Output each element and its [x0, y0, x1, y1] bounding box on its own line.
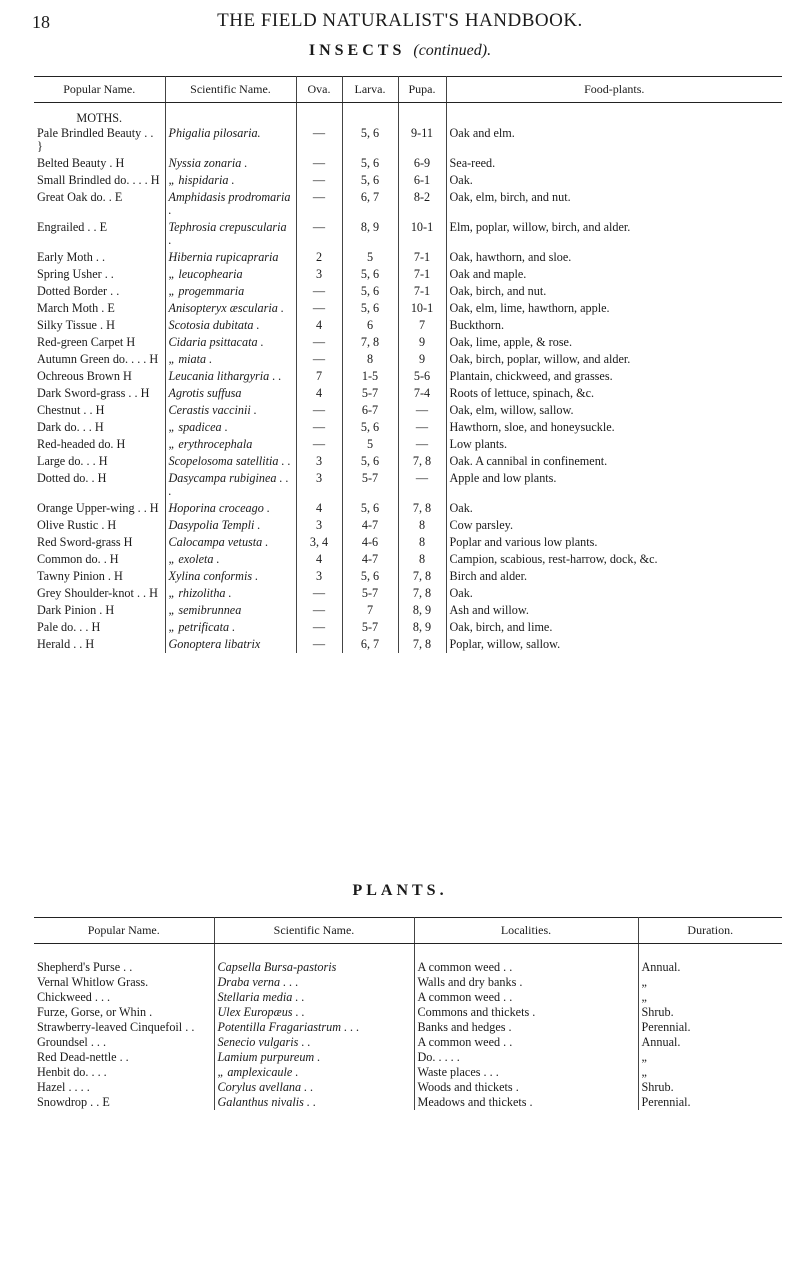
- popular-name: Small Brindled do. . . . H: [34, 172, 165, 189]
- popular-name: Dotted Border . .: [34, 283, 165, 300]
- food-plants: Oak and maple.: [449, 267, 527, 281]
- table-row: [34, 334, 782, 351]
- larva-months: 5, 6: [342, 568, 398, 585]
- popular-name: Strawberry-leaved Cinquefoil . .: [34, 1020, 214, 1035]
- table-row: [34, 351, 782, 368]
- table-row: [34, 300, 782, 317]
- table-row: [34, 368, 782, 385]
- table-row: [34, 960, 782, 975]
- scientific-name: „ amplexicaule .: [214, 1065, 414, 1080]
- table-row: [34, 1080, 782, 1095]
- popular-name: Dark Sword-grass . . H: [34, 385, 165, 402]
- ova-months: —: [296, 351, 342, 368]
- food-plants: Elm, poplar, willow, birch, and alder.: [449, 220, 631, 234]
- larva-months: 6, 7: [342, 636, 398, 653]
- scientific-name: Dasycampa rubiginea . . .: [165, 470, 296, 500]
- table-row: [34, 283, 782, 300]
- scientific-name: Hibernia rupicapraria: [165, 249, 296, 266]
- pupa-months: 8, 9: [398, 602, 446, 619]
- scientific-name: „ hispidaria .: [165, 172, 296, 189]
- ova-months: —: [296, 436, 342, 453]
- popular-name: Engrailed . . E: [34, 219, 165, 249]
- popular-name: Henbit do. . . .: [34, 1065, 214, 1080]
- table-row: [34, 402, 782, 419]
- ova-months: 2: [296, 249, 342, 266]
- col-localities: Localities.: [414, 918, 638, 944]
- ova-months: 7: [296, 368, 342, 385]
- table-row: [34, 419, 782, 436]
- food-plants: Oak, birch, and lime.: [449, 620, 553, 634]
- larva-months: 5, 6: [342, 125, 398, 155]
- duration: „: [641, 1065, 647, 1079]
- larva-months: 5: [342, 249, 398, 266]
- locality: Do. . . . .: [414, 1050, 638, 1065]
- food-plants: Poplar and various low plants.: [449, 535, 598, 549]
- table-row: [34, 453, 782, 470]
- ova-months: —: [296, 636, 342, 653]
- pupa-months: 7, 8: [398, 500, 446, 517]
- table-row: [34, 568, 782, 585]
- food-plants: Oak. A cannibal in confinement.: [449, 454, 608, 468]
- scientific-name: Galanthus nivalis . .: [214, 1095, 414, 1110]
- ova-months: —: [296, 125, 342, 155]
- pupa-months: 7-1: [398, 283, 446, 300]
- popular-name: Groundsel . . .: [34, 1035, 214, 1050]
- plants-section-title: PLANTS.: [352, 882, 448, 899]
- pupa-months: —: [398, 419, 446, 436]
- food-plants: Oak, hawthorn, and sloe.: [449, 250, 572, 264]
- food-plants: Oak, elm, lime, hawthorn, apple.: [449, 301, 610, 315]
- ova-months: 3: [296, 517, 342, 534]
- insects-title-text: INSECTS: [308, 42, 406, 59]
- pupa-months: 9: [398, 334, 446, 351]
- ova-months: 4: [296, 551, 342, 568]
- table-row: [34, 219, 782, 249]
- group-label: MOTHS.: [34, 103, 165, 126]
- larva-months: 8: [342, 351, 398, 368]
- ova-months: —: [296, 219, 342, 249]
- food-plants: Hawthorn, sloe, and honeysuckle.: [449, 420, 615, 434]
- ova-months: —: [296, 155, 342, 172]
- pupa-months: 7-1: [398, 249, 446, 266]
- popular-name: Dark Pinion . H: [34, 602, 165, 619]
- table-row: [34, 155, 782, 172]
- food-plants: Oak, birch, and nut.: [449, 284, 547, 298]
- popular-name: Chestnut . . H: [34, 402, 165, 419]
- scientific-name: Capsella Bursa-pastoris: [214, 960, 414, 975]
- table-row: [34, 1020, 782, 1035]
- ova-months: 3: [296, 453, 342, 470]
- table-row: [34, 1035, 782, 1050]
- locality: A common weed . .: [414, 960, 638, 975]
- table-row: [34, 619, 782, 636]
- pupa-months: 6-1: [398, 172, 446, 189]
- pupa-months: 7, 8: [398, 636, 446, 653]
- scientific-name: Scotosia dubitata .: [165, 317, 296, 334]
- larva-months: 5-7: [342, 385, 398, 402]
- scientific-name: „ miata .: [165, 351, 296, 368]
- duration: „: [641, 1050, 647, 1064]
- ova-months: —: [296, 602, 342, 619]
- col-scientific-name: Scientific Name.: [214, 918, 414, 944]
- food-plants: Sea-reed.: [449, 156, 496, 170]
- food-plants: Oak.: [449, 173, 473, 187]
- food-plants: Poplar, willow, sallow.: [449, 637, 561, 651]
- table-row: [34, 172, 782, 189]
- popular-name: Vernal Whitlow Grass.: [34, 975, 214, 990]
- ova-months: —: [296, 283, 342, 300]
- plants-header-row: [34, 918, 782, 944]
- scientific-name: Hoporina croceago .: [165, 500, 296, 517]
- scientific-name: „ spadicea .: [165, 419, 296, 436]
- larva-months: 5, 6: [342, 419, 398, 436]
- scientific-name: „ progemmaria: [165, 283, 296, 300]
- table-row: [34, 636, 782, 653]
- popular-name: Large do. . . H: [34, 453, 165, 470]
- table-row: [34, 1065, 782, 1080]
- pupa-months: 8: [398, 534, 446, 551]
- scientific-name: Cerastis vaccinii .: [165, 402, 296, 419]
- food-plants: Ash and willow.: [449, 603, 529, 617]
- food-plants: Oak.: [449, 501, 473, 515]
- pupa-months: 7: [398, 317, 446, 334]
- group-row: [34, 103, 782, 126]
- popular-name: Pale do. . . H: [34, 619, 165, 636]
- table-row: [34, 470, 782, 500]
- scientific-name: Amphidasis prodromaria .: [165, 189, 296, 219]
- popular-name: Red Sword-grass H: [34, 534, 165, 551]
- scientific-name: „ rhizolitha .: [165, 585, 296, 602]
- scientific-name: Phigalia pilosaria.: [165, 125, 296, 155]
- food-plants: Low plants.: [449, 437, 508, 451]
- larva-months: 5, 6: [342, 283, 398, 300]
- larva-months: 7, 8: [342, 334, 398, 351]
- locality: Walls and dry banks .: [414, 975, 638, 990]
- pupa-months: —: [398, 402, 446, 419]
- col-scientific-name: Scientific Name.: [165, 77, 296, 103]
- locality: Banks and hedges .: [414, 1020, 638, 1035]
- col-larva: Larva.: [342, 77, 398, 103]
- scientific-name: Senecio vulgaris . .: [214, 1035, 414, 1050]
- popular-name: Tawny Pinion . H: [34, 568, 165, 585]
- pupa-months: 10-1: [398, 219, 446, 249]
- plants-table: [34, 917, 782, 1110]
- larva-months: 7: [342, 602, 398, 619]
- scientific-name: Potentilla Fragariastrum . . .: [214, 1020, 414, 1035]
- scientific-name: Scopelosoma satellitia . .: [165, 453, 296, 470]
- popular-name: Spring Usher . .: [34, 266, 165, 283]
- scientific-name: Tephrosia crepuscularia .: [165, 219, 296, 249]
- popular-name: Great Oak do. . E: [34, 189, 165, 219]
- locality: Meadows and thickets .: [414, 1095, 638, 1110]
- scientific-name: Xylina conformis .: [165, 568, 296, 585]
- table-row: [34, 975, 782, 990]
- ova-months: 4: [296, 500, 342, 517]
- locality: Waste places . . .: [414, 1065, 638, 1080]
- scientific-name: „ erythrocephala: [165, 436, 296, 453]
- food-plants: Campion, scabious, rest-harrow, dock, &c.: [449, 552, 658, 566]
- popular-name: Red-green Carpet H: [34, 334, 165, 351]
- pupa-months: 7, 8: [398, 453, 446, 470]
- col-duration: Duration.: [638, 918, 782, 944]
- larva-months: 4-7: [342, 517, 398, 534]
- popular-name: Hazel . . . .: [34, 1080, 214, 1095]
- food-plants: Apple and low plants.: [449, 471, 557, 485]
- food-plants: Birch and alder.: [449, 569, 527, 583]
- popular-name: Autumn Green do. . . . H: [34, 351, 165, 368]
- table-row: [34, 1095, 782, 1110]
- ova-months: 3: [296, 470, 342, 500]
- duration: Perennial.: [641, 1095, 691, 1109]
- locality: A common weed . .: [414, 990, 638, 1005]
- scientific-name: „ exoleta .: [165, 551, 296, 568]
- popular-name: Early Moth . .: [34, 249, 165, 266]
- table-row: [34, 1005, 782, 1020]
- pupa-months: 9: [398, 351, 446, 368]
- col-ova: Ova.: [296, 77, 342, 103]
- duration: „: [641, 990, 647, 1004]
- table-row: [34, 125, 782, 155]
- popular-name: March Moth . E: [34, 300, 165, 317]
- popular-name: Herald . . H: [34, 636, 165, 653]
- popular-name: Pale Brindled Beauty . . }: [34, 125, 165, 155]
- scientific-name: Cidaria psittacata .: [165, 334, 296, 351]
- popular-name: Olive Rustic . H: [34, 517, 165, 534]
- larva-months: 5: [342, 436, 398, 453]
- pupa-months: 8: [398, 517, 446, 534]
- larva-months: 4-7: [342, 551, 398, 568]
- food-plants: Cow parsley.: [449, 518, 514, 532]
- scientific-name: Gonoptera libatrix: [165, 636, 296, 653]
- larva-months: 8, 9: [342, 219, 398, 249]
- table-row: [34, 436, 782, 453]
- col-food-plants: Food-plants.: [446, 77, 782, 103]
- insects-table: [34, 76, 782, 653]
- scientific-name: Nyssia zonaria .: [165, 155, 296, 172]
- popular-name: Common do. . H: [34, 551, 165, 568]
- table-row: [34, 517, 782, 534]
- table-row: [34, 317, 782, 334]
- pupa-months: 7-1: [398, 266, 446, 283]
- pupa-months: 6-9: [398, 155, 446, 172]
- pupa-months: 9-11: [398, 125, 446, 155]
- popular-name: Dark do. . . H: [34, 419, 165, 436]
- table-row: [34, 602, 782, 619]
- scientific-name: Lamium purpureum .: [214, 1050, 414, 1065]
- ova-months: —: [296, 619, 342, 636]
- popular-name: Chickweed . . .: [34, 990, 214, 1005]
- pupa-months: 8-2: [398, 189, 446, 219]
- larva-months: 4-6: [342, 534, 398, 551]
- food-plants: Oak, elm, birch, and nut.: [449, 190, 571, 204]
- locality: Commons and thickets .: [414, 1005, 638, 1020]
- popular-name: Shepherd's Purse . .: [34, 960, 214, 975]
- table-row: [34, 990, 782, 1005]
- running-head: THE FIELD NATURALIST'S HANDBOOK.: [217, 10, 583, 31]
- table-row: [34, 551, 782, 568]
- ova-months: 3: [296, 568, 342, 585]
- insects-title-suffix: (continued).: [413, 42, 492, 59]
- scientific-name: Leucania lithargyria . .: [165, 368, 296, 385]
- larva-months: 5, 6: [342, 453, 398, 470]
- duration: Annual.: [641, 1035, 681, 1049]
- ova-months: —: [296, 585, 342, 602]
- table-row: [34, 1050, 782, 1065]
- ova-months: —: [296, 402, 342, 419]
- scientific-name: Anisopteryx æscularia .: [165, 300, 296, 317]
- larva-months: 5-7: [342, 585, 398, 602]
- popular-name: Grey Shoulder-knot . . H: [34, 585, 165, 602]
- scientific-name: Dasypolia Templi .: [165, 517, 296, 534]
- ova-months: —: [296, 419, 342, 436]
- table-row: [34, 189, 782, 219]
- larva-months: 5, 6: [342, 300, 398, 317]
- pupa-months: 7, 8: [398, 568, 446, 585]
- duration: Annual.: [641, 960, 681, 974]
- scientific-name: Corylus avellana . .: [214, 1080, 414, 1095]
- duration: Shrub.: [641, 1005, 674, 1019]
- ova-months: 4: [296, 317, 342, 334]
- ova-months: 3: [296, 266, 342, 283]
- table-row: [34, 500, 782, 517]
- food-plants: Oak, birch, poplar, willow, and alder.: [449, 352, 631, 366]
- food-plants: Oak and elm.: [449, 126, 515, 140]
- scientific-name: „ petrificata .: [165, 619, 296, 636]
- popular-name: Ochreous Brown H: [34, 368, 165, 385]
- larva-months: 6-7: [342, 402, 398, 419]
- scientific-name: Agrotis suffusa: [165, 385, 296, 402]
- popular-name: Red Dead-nettle . .: [34, 1050, 214, 1065]
- table-row: [34, 266, 782, 283]
- larva-months: 6: [342, 317, 398, 334]
- scientific-name: Draba verna . . .: [214, 975, 414, 990]
- locality: A common weed . .: [414, 1035, 638, 1050]
- popular-name: Belted Beauty . H: [34, 155, 165, 172]
- popular-name: Red-headed do. H: [34, 436, 165, 453]
- duration: Perennial.: [641, 1020, 691, 1034]
- scientific-name: Stellaria media . .: [214, 990, 414, 1005]
- popular-name: Dotted do. . H: [34, 470, 165, 500]
- table-row: [34, 534, 782, 551]
- col-popular-name: Popular Name.: [34, 77, 165, 103]
- scientific-name: „ leucophearia: [165, 266, 296, 283]
- pupa-months: 8: [398, 551, 446, 568]
- larva-months: 5, 6: [342, 266, 398, 283]
- food-plants: Plantain, chickweed, and grasses.: [449, 369, 613, 383]
- scientific-name: Ulex Europæus . .: [214, 1005, 414, 1020]
- page-number: 18: [32, 12, 50, 32]
- col-popular-name: Popular Name.: [34, 918, 214, 944]
- larva-months: 1-5: [342, 368, 398, 385]
- pupa-months: 5-6: [398, 368, 446, 385]
- table-row: [34, 249, 782, 266]
- food-plants: Oak.: [449, 586, 473, 600]
- larva-months: 5, 6: [342, 172, 398, 189]
- scientific-name: Calocampa vetusta .: [165, 534, 296, 551]
- ova-months: —: [296, 189, 342, 219]
- food-plants: Buckthorn.: [449, 318, 504, 332]
- larva-months: 5, 6: [342, 155, 398, 172]
- scientific-name: „ semibrunnea: [165, 602, 296, 619]
- col-pupa: Pupa.: [398, 77, 446, 103]
- pupa-months: —: [398, 470, 446, 500]
- ova-months: 4: [296, 385, 342, 402]
- pupa-months: 10-1: [398, 300, 446, 317]
- food-plants: Oak, lime, apple, & rose.: [449, 335, 573, 349]
- pupa-months: 8, 9: [398, 619, 446, 636]
- ova-months: —: [296, 300, 342, 317]
- insects-header-row: [34, 77, 782, 103]
- locality: Woods and thickets .: [414, 1080, 638, 1095]
- larva-months: 5, 6: [342, 500, 398, 517]
- ova-months: —: [296, 172, 342, 189]
- table-row: [34, 385, 782, 402]
- popular-name: Silky Tissue . H: [34, 317, 165, 334]
- pupa-months: —: [398, 436, 446, 453]
- table-row: [34, 585, 782, 602]
- pupa-months: 7-4: [398, 385, 446, 402]
- ova-months: 3, 4: [296, 534, 342, 551]
- duration: Shrub.: [641, 1080, 674, 1094]
- popular-name: Furze, Gorse, or Whin .: [34, 1005, 214, 1020]
- insects-section-title: [0, 42, 800, 60]
- food-plants: Roots of lettuce, spinach, &c.: [449, 386, 595, 400]
- pupa-months: 7, 8: [398, 585, 446, 602]
- larva-months: 5-7: [342, 619, 398, 636]
- duration: „: [641, 975, 647, 989]
- popular-name: Snowdrop . . E: [34, 1095, 214, 1110]
- popular-name: Orange Upper-wing . . H: [34, 500, 165, 517]
- food-plants: Oak, elm, willow, sallow.: [449, 403, 574, 417]
- ova-months: —: [296, 334, 342, 351]
- larva-months: 6, 7: [342, 189, 398, 219]
- larva-months: 5-7: [342, 470, 398, 500]
